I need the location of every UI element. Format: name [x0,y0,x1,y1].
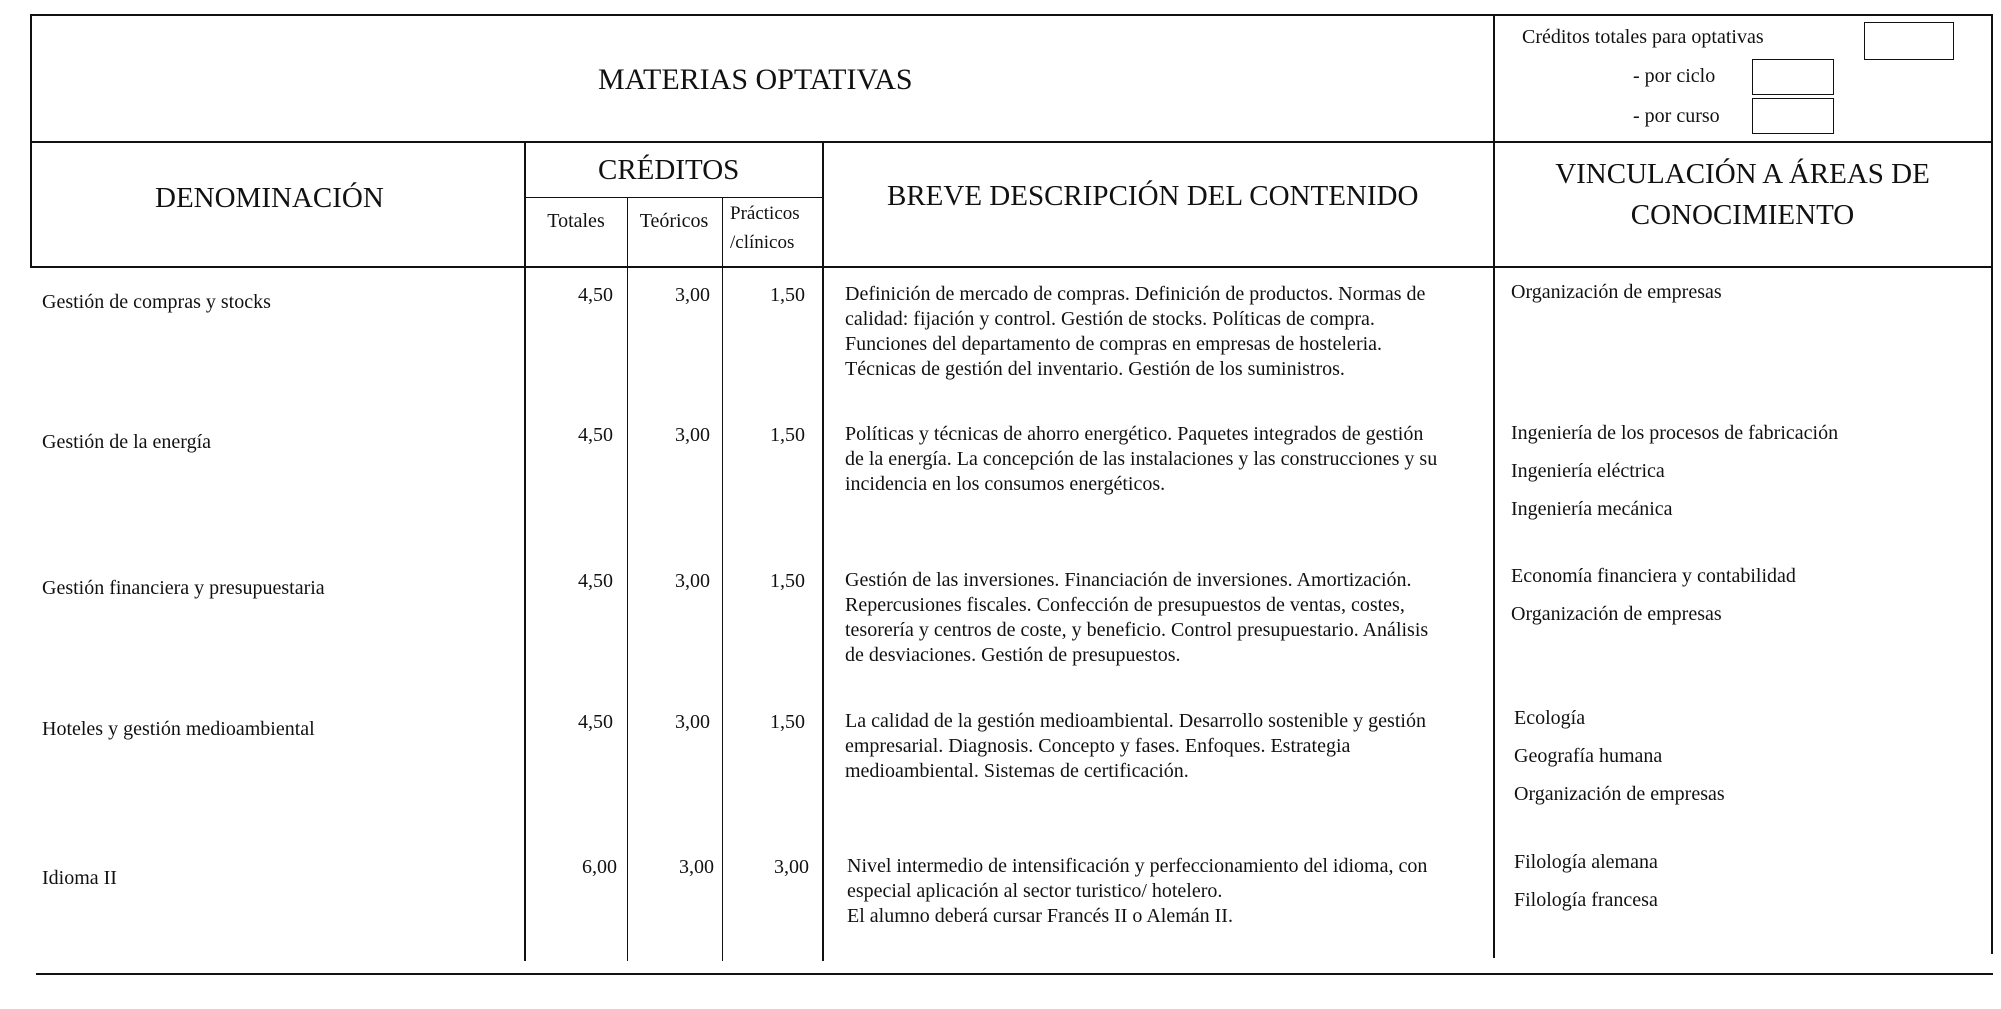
table-right-border [1991,14,1993,954]
row-1-practicos: 1,50 [770,284,805,306]
row-3-teoricos: 3,00 [675,570,710,592]
row-4-areas [1514,708,1725,822]
vline-after-practicos [822,141,824,961]
row-4-description: La calidad de la gestión medioambiental. Desarrollo sostenible y gestión empresarial. Diagnosis. Concepto y fases. Enfoques. Estrategia medioambiental. Sistemas de certificación. [845,710,1426,782]
row-3-area-1: Economía financiera y contabilidad [1511,565,1796,587]
col-creditos: CRÉDITOS [598,154,740,186]
col-practicos-line2: /clínicos [730,232,795,253]
row-3-areas [1511,566,1796,642]
row-3-area-2: Organización de empresas [1511,603,1722,625]
table-top-border [30,14,1993,16]
row-5-description: Nivel intermedio de intensificación y perfeccionamiento del idioma, con especial aplicación al sector turistico/ hotelero. El alumno deberá cursar Francés II o Alemán II. [847,855,1428,927]
row-4-area-3: Organización de empresas [1514,783,1725,805]
row-2-area-3: Ingeniería mecánica [1511,498,1673,520]
row-4-practicos: 1,50 [770,711,805,733]
creditos-subheader-line [524,197,824,198]
row-5-practicos: 3,00 [774,856,809,878]
row-1-areas [1511,282,1722,320]
row-1-teoricos: 3,00 [675,284,710,306]
table-bottom-border [36,973,1993,975]
credits-total-box [1864,22,1954,60]
col-totales: Totales [547,210,605,232]
columns-header-bottom [30,266,1993,268]
row-5-area-1: Filología alemana [1514,851,1658,873]
row-1-name: Gestión de compras y stocks [42,291,271,313]
row-4-name: Hoteles y gestión medioambiental [42,718,315,740]
row-3-totales: 4,50 [578,570,613,592]
col-practicos-line1: Prácticos [730,203,800,224]
row-2-area-2: Ingeniería eléctrica [1511,460,1665,482]
page-title: MATERIAS OPTATIVAS [598,63,913,96]
row-1-totales: 4,50 [578,284,613,306]
row-5-name: Idioma II [42,867,117,889]
col-teoricos: Teóricos [639,210,709,232]
row-5-area-2: Filología francesa [1514,889,1658,911]
row-2-practicos: 1,50 [770,424,805,446]
row-2-description: Políticas y técnicas de ahorro energético. Paquetes integrados de gestión de la energía. La concepción de las instalaciones y las construcciones y su incidencia en los consumos energéticos. [845,423,1438,495]
row-2-areas [1511,423,1838,537]
row-4-area-2: Geografía humana [1514,745,1663,767]
header-divider [30,141,1993,143]
row-3-practicos: 1,50 [770,570,805,592]
row-5-totales: 6,00 [582,856,617,878]
row-3-name: Gestión financiera y presupuestaria [42,577,325,599]
row-1-area-1: Organización de empresas [1511,281,1722,303]
col-vinculacion-line1: VINCULACIÓN A ÁREAS DE [1555,158,1930,190]
col-descripcion: BREVE DESCRIPCIÓN DEL CONTENIDO [887,180,1419,212]
row-2-totales: 4,50 [578,424,613,446]
vline-after-totales [627,197,628,961]
row-2-name: Gestión de la energía [42,431,212,453]
col-vinculacion-line2: CONOCIMIENTO [1630,199,1855,231]
row-4-teoricos: 3,00 [675,711,710,733]
row-2-teoricos: 3,00 [675,424,710,446]
por-ciclo-box [1752,59,1834,95]
por-curso-box [1752,98,1834,134]
vline-after-teoricos [722,197,723,961]
row-3-description: Gestión de las inversiones. Financiación de inversiones. Amortización. Repercusiones fiscales. Confección de presupuestos de ventas, costes, tesorería y centros de coste, y beneficio. Control presupuestario. Análisis de desviaciones. Gestión de presupuestos. [845,569,1429,666]
row-5-areas [1514,852,1658,928]
por-curso-label: - por curso [1633,105,1720,127]
vline-after-denominacion [524,141,526,961]
row-2-area-1: Ingeniería de los procesos de fabricación [1511,422,1839,444]
row-4-area-1: Ecología [1514,707,1586,729]
row-4-totales: 4,50 [578,711,613,733]
row-1-description: Definición de mercado de compras. Definición de productos. Normas de calidad: fijación y control. Gestión de stocks. Políticas de compra. Funciones del departamento de compras en empresas de hosteleria. Técnicas de gestión del inventario. Gestión de los suministros. [845,283,1426,380]
col-denominacion: DENOMINACIÓN [155,182,384,214]
credits-total-label: Créditos totales para optativas [1522,26,1764,48]
por-ciclo-label: - por ciclo [1633,65,1716,87]
row-5-teoricos: 3,00 [679,856,714,878]
